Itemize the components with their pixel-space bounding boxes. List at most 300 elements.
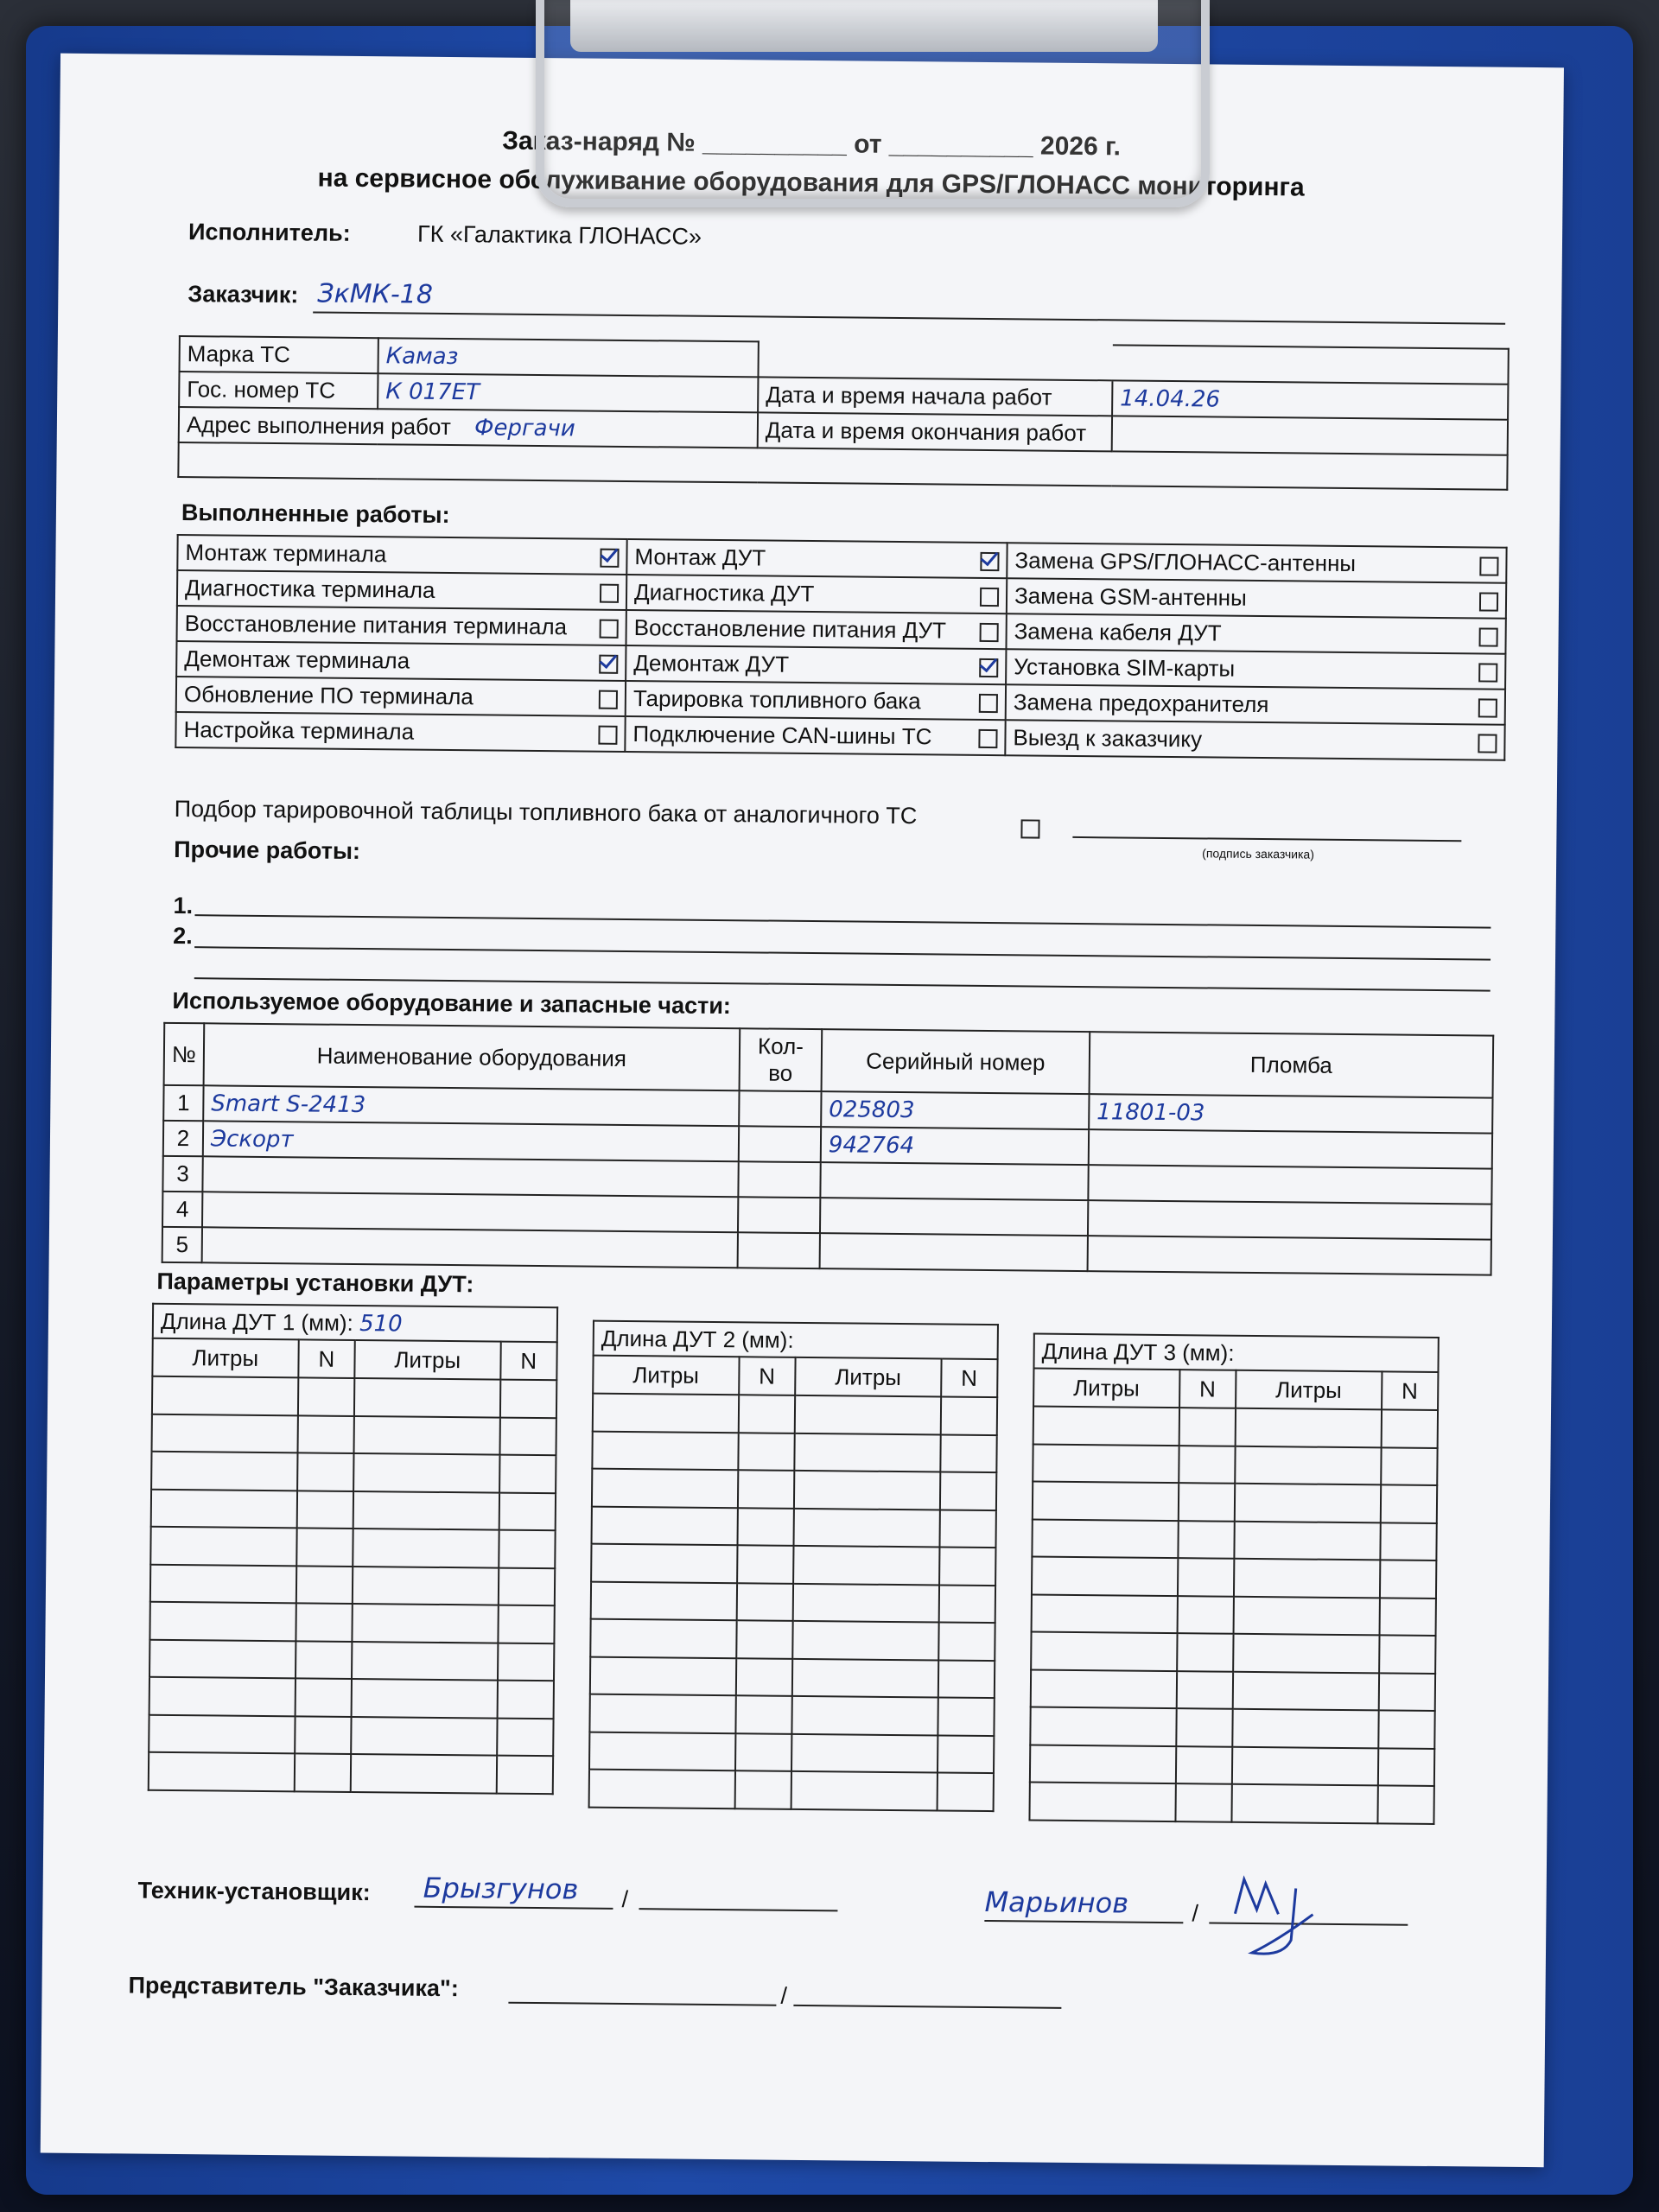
dut-cell — [1379, 1635, 1436, 1673]
dut-cell — [1029, 1783, 1175, 1821]
table-row — [1030, 1745, 1434, 1786]
dut-cell — [353, 1566, 499, 1605]
work-checkbox[interactable] — [978, 729, 997, 748]
dut-cell — [1033, 1482, 1179, 1521]
work-cell — [1007, 543, 1506, 583]
work-checkbox[interactable] — [1479, 556, 1498, 575]
work-checkbox[interactable] — [599, 690, 618, 709]
work-label: Восстановление питания ДУТ — [633, 614, 947, 644]
vehicle-table — [177, 335, 1510, 491]
work-cell — [1006, 613, 1505, 654]
dut-cell — [499, 1492, 556, 1530]
dut-cell — [352, 1641, 498, 1680]
dut-cell — [737, 1508, 794, 1546]
dut-cell — [734, 1770, 791, 1808]
dut-cell — [735, 1695, 792, 1733]
work-cell — [1006, 649, 1505, 690]
dut-cell — [295, 1678, 352, 1716]
table-row — [1032, 1594, 1436, 1636]
dut-cell — [938, 1622, 995, 1660]
table-row — [590, 1619, 995, 1661]
dut-cell — [1179, 1408, 1236, 1446]
dut-cell — [938, 1585, 995, 1623]
dut-cell — [791, 1696, 938, 1735]
plate-value: К 017ЕТ — [378, 373, 758, 412]
dut-cell — [735, 1733, 792, 1771]
dut-header-cell: N — [941, 1359, 998, 1398]
dut-header-cell: Литры — [1033, 1369, 1179, 1408]
dut-cell — [296, 1566, 353, 1604]
dut-cell — [1234, 1559, 1380, 1598]
equipment-title: Используемое оборудование и запасные части: — [172, 987, 732, 1020]
dut-cell — [149, 1677, 296, 1716]
dut-cell — [1178, 1521, 1235, 1559]
dut-cell — [937, 1735, 994, 1773]
tech-slash-1: / — [621, 1885, 629, 1913]
work-checkbox[interactable] — [1478, 698, 1497, 717]
dut-title: Параметры установки ДУТ: — [156, 1268, 474, 1298]
customer-value: ЗкМК-18 — [317, 278, 434, 310]
other-work-2-number: 2. — [173, 922, 193, 950]
table-row — [591, 1544, 995, 1586]
work-label: Замена кабеля ДУТ — [1014, 618, 1222, 646]
dut-cell — [294, 1753, 351, 1791]
work-checkbox[interactable] — [600, 549, 619, 568]
dut-cell — [793, 1583, 939, 1622]
dut-cell — [150, 1564, 296, 1603]
tech-label: Техник-установщик: — [137, 1877, 371, 1906]
work-label: Монтаж терминала — [185, 539, 387, 568]
dut-cell — [1234, 1521, 1380, 1560]
dut-cell — [353, 1491, 499, 1529]
work-checkbox[interactable] — [1479, 592, 1498, 611]
dut-cell — [1179, 1446, 1236, 1484]
works-table — [175, 534, 1507, 761]
dut-cell — [1378, 1710, 1435, 1748]
dut-cell — [1032, 1557, 1178, 1596]
address-cell — [179, 407, 758, 448]
dut-cell — [937, 1772, 994, 1810]
table-row — [593, 1394, 997, 1435]
dut-cell — [497, 1643, 554, 1681]
table-row — [1033, 1407, 1438, 1448]
dut-cell — [1380, 1522, 1437, 1560]
equipment-cell — [1088, 1200, 1491, 1239]
dut-cell — [297, 1415, 354, 1453]
dut-cell — [353, 1529, 499, 1567]
work-label: Тарировка топливного бака — [632, 685, 921, 715]
rep-label: Представитель "Заказчика": — [128, 1972, 459, 2002]
dut-cell — [791, 1733, 938, 1772]
dut-cell — [497, 1681, 554, 1719]
dut-cell — [1177, 1558, 1234, 1596]
dut-cell — [589, 1694, 735, 1733]
dut-cell — [149, 1639, 296, 1678]
dut-cell — [791, 1771, 938, 1810]
work-cell — [177, 606, 626, 645]
work-label: Настройка терминала — [183, 716, 415, 745]
table-row — [1032, 1519, 1436, 1560]
dut-cell — [499, 1455, 556, 1493]
work-checkbox[interactable] — [1479, 627, 1498, 646]
dut-cell — [794, 1433, 940, 1471]
dut-cell — [1176, 1671, 1233, 1709]
dut-cell — [1232, 1746, 1378, 1785]
work-checkbox[interactable] — [600, 620, 619, 639]
dut-cell — [938, 1660, 995, 1698]
dut-cell — [589, 1732, 735, 1770]
work-cell — [176, 677, 626, 716]
equipment-cell — [819, 1233, 1087, 1271]
dut-cell — [295, 1716, 352, 1754]
dut-cell — [150, 1527, 296, 1566]
dut-cell — [151, 1489, 297, 1528]
dut-cell — [1381, 1409, 1438, 1447]
work-checkbox[interactable] — [980, 623, 999, 642]
work-cell — [175, 712, 625, 752]
table-row — [151, 1489, 556, 1530]
equipment-cell: Smart S-2413 — [203, 1085, 739, 1126]
dut-cell — [793, 1546, 939, 1585]
dut-cell — [499, 1530, 556, 1568]
work-checkbox[interactable] — [1478, 663, 1497, 682]
dut-cell — [1033, 1407, 1179, 1446]
dut-cell — [297, 1377, 354, 1415]
dut-cell — [296, 1491, 353, 1529]
dut-cell — [792, 1658, 938, 1697]
table-row — [149, 1677, 554, 1719]
dut-cell — [149, 1602, 296, 1641]
tare-checkbox[interactable] — [1020, 819, 1039, 838]
metal-clip — [536, 0, 1210, 207]
table-row — [151, 1452, 556, 1493]
table-row — [589, 1770, 994, 1811]
dut-header-cell: N — [500, 1342, 557, 1381]
equipment-cell — [202, 1227, 738, 1268]
dut-header-cell: Литры — [354, 1340, 500, 1380]
dut-cell — [1176, 1708, 1233, 1746]
dut-header-cell: N — [739, 1357, 796, 1395]
table-row — [1031, 1669, 1435, 1711]
work-label: Замена предохранителя — [1013, 689, 1269, 718]
table-row — [1032, 1557, 1436, 1599]
dut-cell — [940, 1396, 997, 1434]
table-row — [149, 1602, 554, 1643]
dut-cell — [795, 1395, 941, 1434]
dut-cell — [1232, 1709, 1378, 1748]
executor-label: Исполнитель: — [188, 219, 351, 246]
equipment-cell: 5 — [162, 1227, 202, 1262]
equipment-header-cell: № — [164, 1023, 205, 1085]
work-checkbox[interactable] — [1478, 734, 1497, 753]
equipment-cell: 1 — [163, 1085, 203, 1121]
dut-cell — [736, 1620, 793, 1658]
equipment-cell: Эскорт — [203, 1121, 739, 1161]
dut-cell — [1177, 1596, 1234, 1634]
dut-cell — [590, 1619, 736, 1658]
dut-cell — [1033, 1444, 1179, 1483]
dut-cell — [940, 1434, 997, 1472]
dut-cell — [1233, 1671, 1379, 1710]
table-row — [149, 1714, 553, 1756]
brand-value: Камаз — [378, 338, 759, 377]
table-row — [592, 1506, 996, 1548]
dut3-length-label: Длина ДУТ 3 (мм): — [1041, 1338, 1235, 1366]
dut-cell — [297, 1452, 354, 1491]
table-row — [149, 1752, 553, 1794]
dut-cell — [151, 1452, 297, 1491]
document-subtitle: на сервисное обслуживание оборудования для GPS/ГЛОНАСС мониторинга — [317, 163, 1305, 202]
dut1-length-label: Длина ДУТ 1 (мм): — [160, 1307, 353, 1336]
dut-cell — [1377, 1785, 1434, 1823]
work-label: Замена GPS/ГЛОНАСС-антенны — [1014, 547, 1357, 577]
work-cell — [176, 641, 626, 681]
dut-cell — [793, 1508, 939, 1547]
equipment-cell: 11801-03 — [1089, 1094, 1492, 1133]
dut-header-cell: Литры — [795, 1357, 941, 1397]
dut-header-cell: N — [298, 1339, 355, 1378]
rep-name-line[interactable] — [793, 2005, 1061, 2009]
dut-cell — [590, 1656, 736, 1695]
equipment-cell — [739, 1126, 821, 1162]
dut-cell — [296, 1603, 353, 1641]
tech-signature-1: Брызгунов — [423, 1871, 579, 1906]
dut2-length-label: Длина ДУТ 2 (мм): — [601, 1325, 794, 1353]
work-label: Восстановление питания терминала — [184, 610, 568, 640]
table-row — [589, 1694, 994, 1736]
dut-table-3 — [1028, 1333, 1439, 1825]
work-checkbox[interactable] — [980, 552, 999, 571]
tech-slash-2: / — [1192, 1900, 1199, 1927]
dut-cell — [736, 1583, 793, 1621]
dut-cell — [498, 1567, 555, 1605]
other-works-title: Прочие работы: — [174, 836, 361, 865]
end-label: Дата и время окончания работ — [758, 412, 1112, 451]
other-work-1-number: 1. — [173, 892, 194, 919]
work-cell — [177, 570, 626, 610]
dut-cell — [1231, 1784, 1377, 1823]
equipment-cell — [738, 1197, 820, 1233]
dut-cell — [591, 1544, 737, 1583]
dut-cell — [591, 1581, 737, 1620]
dut-table-2 — [588, 1320, 999, 1812]
dut-cell — [1175, 1746, 1232, 1784]
equipment-header-cell: Серийный номер — [821, 1029, 1090, 1094]
work-label: Подключение CAN-шины ТС — [632, 721, 932, 750]
work-cell — [1006, 684, 1505, 725]
equipment-header-cell: Кол-во — [739, 1028, 822, 1091]
table-row — [150, 1527, 555, 1568]
handwritten-signature-mark — [1217, 1862, 1339, 1967]
dut-cell — [498, 1605, 555, 1643]
table-row — [152, 1414, 556, 1455]
work-cell — [626, 539, 1007, 578]
equipment-cell: 025803 — [821, 1091, 1089, 1129]
dut-cell — [296, 1528, 353, 1566]
tare-label: Подбор тарировочной таблицы топливного бака от аналогичного ТС — [174, 795, 918, 830]
dut-cell — [938, 1697, 995, 1735]
work-order-sheet — [41, 54, 1564, 2168]
dut-cell — [1030, 1707, 1176, 1746]
equipment-cell — [1089, 1129, 1492, 1168]
dut-cell — [152, 1376, 298, 1415]
plate-label: Гос. номер ТС — [179, 372, 378, 409]
dut-cell — [1030, 1745, 1176, 1783]
work-checkbox[interactable] — [599, 655, 618, 674]
table-row — [1033, 1444, 1437, 1485]
dut-cell — [149, 1752, 295, 1791]
dut-cell — [738, 1433, 795, 1471]
dut-cell — [351, 1716, 497, 1755]
dut-cell — [1235, 1446, 1381, 1484]
table-row — [149, 1639, 554, 1681]
dut-cell — [152, 1414, 298, 1452]
dut-cell — [792, 1621, 938, 1660]
work-checkbox[interactable] — [980, 588, 999, 607]
equipment-cell: 3 — [162, 1156, 202, 1192]
work-cell — [626, 610, 1006, 649]
dut-table-1 — [148, 1303, 558, 1795]
work-label: Обновление ПО терминала — [183, 681, 474, 710]
dut-cell — [939, 1510, 996, 1548]
equipment-cell — [739, 1090, 821, 1127]
dut-cell — [589, 1770, 735, 1808]
equipment-header-cell: Пломба — [1089, 1032, 1493, 1097]
dut-cell — [1377, 1748, 1434, 1786]
start-label: Дата и время начала работ — [758, 377, 1112, 416]
work-cell — [626, 645, 1006, 684]
dut-cell — [1031, 1669, 1177, 1708]
dut-cell — [496, 1756, 553, 1794]
dut-cell — [738, 1395, 795, 1433]
dut-cell — [354, 1378, 500, 1417]
dut-cell — [352, 1604, 498, 1643]
work-checkbox[interactable] — [979, 694, 998, 713]
equipment-cell — [202, 1156, 738, 1197]
other-work-1-line[interactable] — [194, 914, 1491, 928]
dut-header-cell: Литры — [593, 1356, 739, 1395]
tech-signature-2: Марьинов — [984, 1885, 1129, 1920]
work-cell — [625, 716, 1005, 755]
table-row — [1033, 1482, 1437, 1523]
equipment-cell — [737, 1232, 819, 1268]
dut-header-cell: Литры — [152, 1338, 298, 1378]
table-row — [592, 1431, 996, 1472]
equipment-cell — [820, 1162, 1088, 1200]
rep-slash: / — [780, 1982, 788, 2009]
table-row — [152, 1376, 556, 1418]
work-checkbox[interactable] — [600, 584, 619, 603]
work-label: Монтаж ДУТ — [634, 543, 766, 571]
dut-cell — [1032, 1594, 1178, 1633]
dut-cell — [592, 1431, 738, 1470]
dut-cell — [737, 1470, 794, 1508]
work-label: Выезд к заказчику — [1013, 724, 1203, 753]
table-row — [1031, 1632, 1435, 1674]
dut-cell — [1380, 1484, 1437, 1522]
equipment-header-cell: Наименование оборудования — [203, 1023, 740, 1090]
table-row — [589, 1732, 994, 1773]
dut-cell — [735, 1658, 792, 1696]
end-value — [1112, 416, 1508, 454]
rep-signature-line[interactable] — [508, 2002, 776, 2006]
brand-label: Марка ТС — [180, 336, 378, 373]
other-work-2-line[interactable] — [194, 946, 1491, 960]
equipment-cell — [1088, 1165, 1491, 1204]
dut-cell — [939, 1471, 996, 1510]
dut-cell — [353, 1453, 499, 1492]
table-row — [590, 1656, 995, 1698]
dut-cell — [1236, 1408, 1382, 1447]
equipment-cell — [1087, 1236, 1491, 1274]
dut-cell — [593, 1394, 739, 1433]
work-checkbox[interactable] — [979, 658, 998, 677]
work-label: Демонтаж ДУТ — [633, 650, 790, 677]
tech-signature-line[interactable] — [639, 1908, 837, 1911]
equipment-cell: 942764 — [821, 1127, 1089, 1165]
equipment-cell — [738, 1161, 820, 1198]
dut-cell — [1235, 1484, 1381, 1522]
table-row — [592, 1469, 996, 1510]
table-row — [1030, 1707, 1434, 1749]
table-row — [591, 1581, 995, 1623]
work-label: Установка SIM-карты — [1014, 653, 1236, 682]
works-title: Выполненные работы: — [181, 499, 450, 528]
dut-cell — [1379, 1598, 1436, 1636]
dut-cell — [939, 1547, 996, 1585]
dut-cell — [1234, 1596, 1380, 1635]
dut-cell — [1031, 1632, 1177, 1671]
dut-cell — [149, 1714, 295, 1753]
dut-cell — [497, 1718, 554, 1756]
dut-cell — [1381, 1447, 1438, 1485]
dut-cell — [351, 1754, 497, 1793]
table-row — [150, 1564, 555, 1605]
dut-cell — [352, 1679, 498, 1718]
dut-cell — [1378, 1673, 1435, 1711]
equipment-cell — [820, 1198, 1088, 1236]
work-cell — [626, 681, 1006, 720]
work-label: Диагностика ДУТ — [633, 579, 815, 607]
document-title: Заказ-наряд № __________ от __________ 2026 г. — [502, 126, 1122, 162]
dut-cell — [1379, 1560, 1436, 1598]
work-cell — [177, 535, 626, 575]
equipment-cell — [202, 1192, 738, 1232]
equipment-table — [162, 1022, 1495, 1276]
work-label: Диагностика терминала — [184, 575, 435, 603]
dut-cell — [1177, 1633, 1234, 1671]
dut-cell — [737, 1545, 794, 1583]
sign-caption: (подпись заказчика) — [1202, 846, 1314, 861]
work-label: Демонтаж терминала — [184, 645, 410, 674]
executor-value: ГК «Галактика ГЛОНАСС» — [416, 220, 702, 250]
work-cell — [626, 575, 1007, 613]
equipment-cell: 2 — [163, 1121, 203, 1156]
dut-header-cell: N — [1382, 1371, 1439, 1410]
address-value: Фергачи — [474, 415, 575, 442]
table-row — [1029, 1783, 1433, 1824]
dut-cell — [1233, 1634, 1379, 1673]
start-value: 14.04.26 — [1112, 380, 1508, 419]
dut-cell — [1178, 1483, 1235, 1521]
work-label: Замена GSM-антенны — [1014, 582, 1247, 611]
dut-cell — [353, 1415, 499, 1454]
dut-cell — [296, 1641, 353, 1679]
dut1-length-value: 510 — [359, 1311, 403, 1338]
dut-header-cell: Литры — [1236, 1370, 1382, 1410]
work-checkbox[interactable] — [598, 726, 617, 745]
customer-label: Заказчик: — [188, 281, 299, 308]
